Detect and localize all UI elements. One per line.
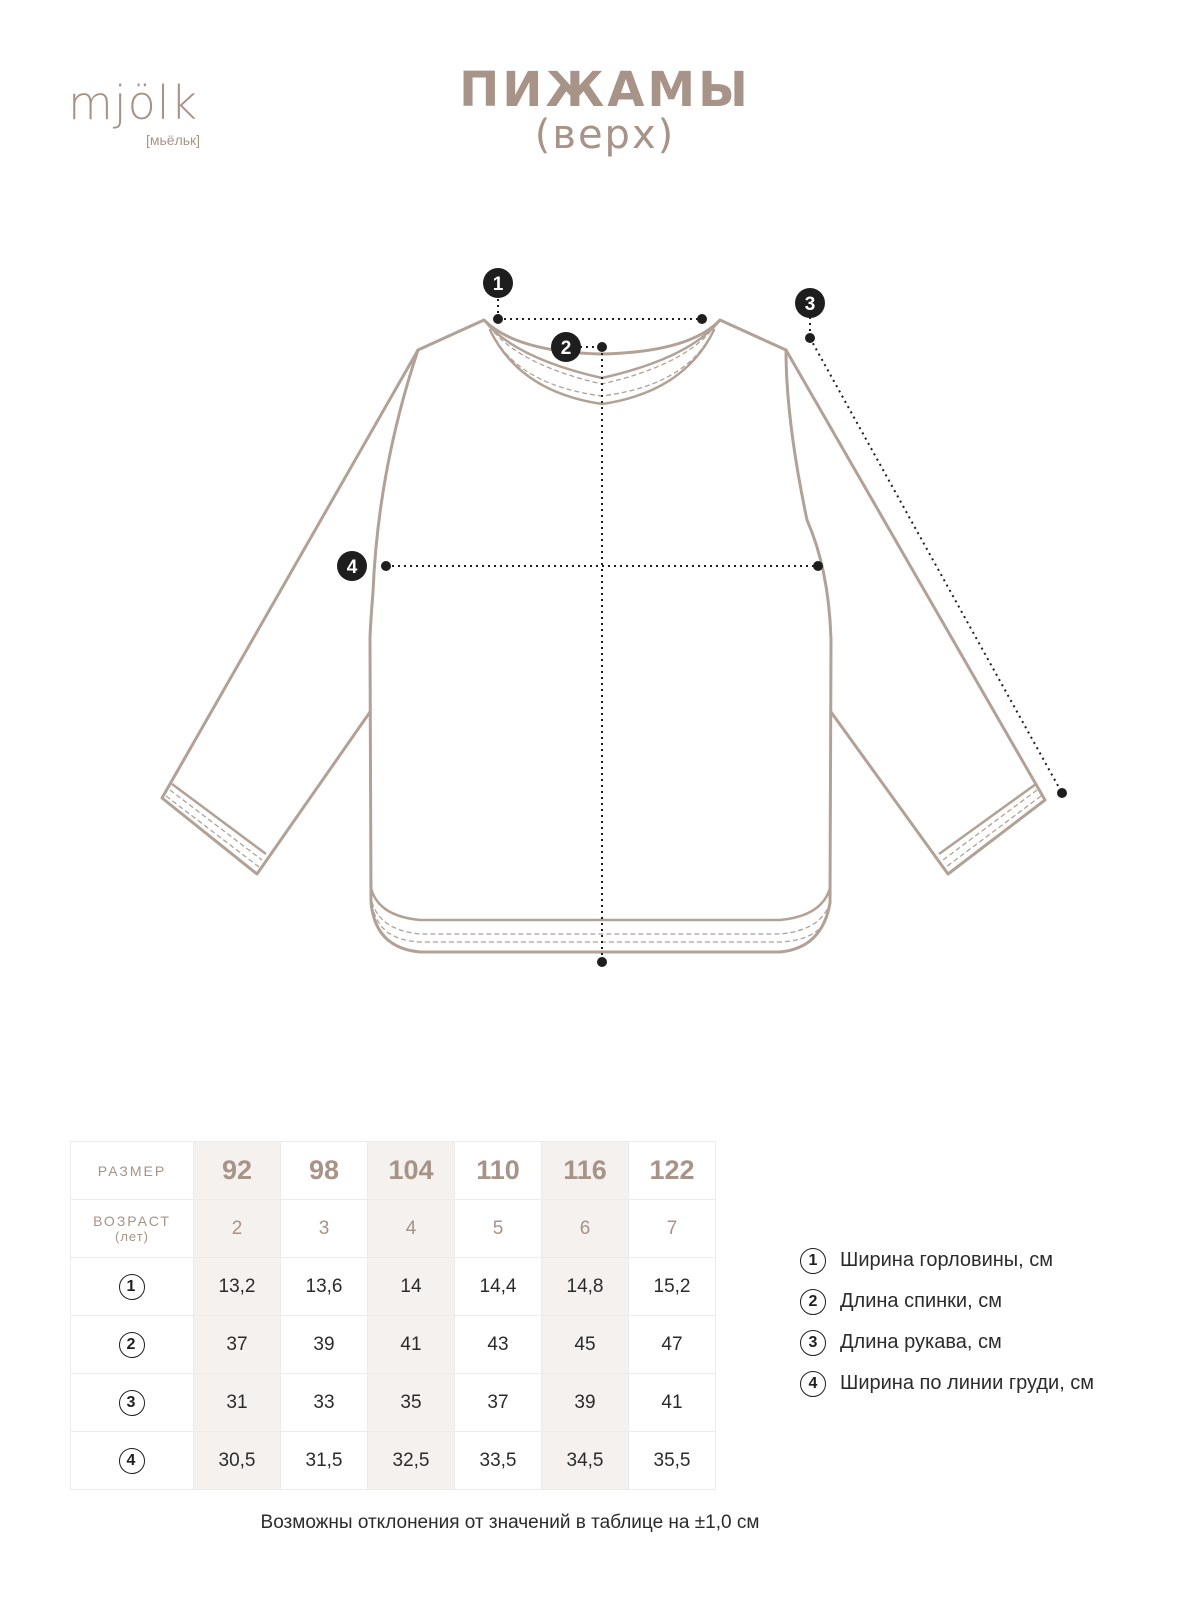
value-cell: 35 <box>368 1374 455 1432</box>
brand-pronunciation: [мьёльк] <box>146 132 201 148</box>
measurement-points <box>381 314 1067 967</box>
brand-logo <box>68 76 228 148</box>
value-cell: 14 <box>368 1258 455 1316</box>
value-cell: 30,5 <box>194 1432 281 1490</box>
legend-item <box>800 1240 1094 1281</box>
value-cell: 31,5 <box>281 1432 368 1490</box>
row-marker-cell <box>71 1374 194 1432</box>
sleeve-point-top <box>805 333 815 343</box>
value-cell: 39 <box>281 1316 368 1374</box>
value-cell: 14,8 <box>542 1258 629 1316</box>
legend-item <box>800 1322 1094 1363</box>
value-cell: 14,4 <box>455 1258 542 1316</box>
page-title: ПИЖАМЫ <box>459 62 751 118</box>
legend-label: Ширина по линии груди, см <box>840 1372 1095 1394</box>
legend-marker-2: 2 <box>800 1289 826 1315</box>
value-cell: 32,5 <box>368 1432 455 1490</box>
size-cell: 116 <box>542 1142 629 1200</box>
legend-label: Длина рукава, см <box>840 1331 1002 1353</box>
marker-3 <box>795 288 825 318</box>
value-cell: 13,2 <box>194 1258 281 1316</box>
neck-point-right <box>697 314 707 324</box>
chest-point-left <box>381 561 391 571</box>
value-cell: 34,5 <box>542 1432 629 1490</box>
marker-2 <box>551 332 581 362</box>
age-header <box>71 1200 194 1258</box>
measurement-legend <box>800 1240 1094 1404</box>
marker-4 <box>337 551 367 581</box>
value-cell: 41 <box>368 1316 455 1374</box>
age-header-unit: (лет) <box>115 1229 149 1244</box>
row-marker-3: 3 <box>119 1390 145 1416</box>
value-cell: 47 <box>629 1316 716 1374</box>
legend-marker-1: 1 <box>800 1248 826 1274</box>
size-cell: 122 <box>629 1142 716 1200</box>
legend-item <box>800 1363 1094 1404</box>
marker-4-label: 4 <box>346 557 358 578</box>
back-point-bottom <box>597 957 607 967</box>
size-header: РАЗМЕР <box>71 1142 194 1200</box>
age-row <box>71 1200 716 1258</box>
value-cell: 45 <box>542 1316 629 1374</box>
marker-2-label: 2 <box>560 338 572 359</box>
age-cell: 7 <box>629 1200 716 1258</box>
row-marker-cell <box>71 1258 194 1316</box>
marker-1-label: 1 <box>492 274 504 295</box>
age-cell: 2 <box>194 1200 281 1258</box>
band-lines <box>172 784 1036 920</box>
value-cell: 13,6 <box>281 1258 368 1316</box>
back-point-top <box>597 342 607 352</box>
legend-marker-4: 4 <box>800 1371 826 1397</box>
measurement-row-2 <box>71 1316 716 1374</box>
value-cell: 15,2 <box>629 1258 716 1316</box>
row-marker-cell <box>71 1316 194 1374</box>
size-row <box>71 1142 716 1200</box>
chest-point-right <box>813 561 823 571</box>
row-marker-1: 1 <box>119 1274 145 1300</box>
value-cell: 35,5 <box>629 1432 716 1490</box>
tolerance-note: Возможны отклонения от значений в таблице на ±1,0 см <box>260 1512 760 1533</box>
page-subtitle: (верх) <box>534 112 676 158</box>
size-cell: 110 <box>455 1142 542 1200</box>
pajama-top-diagram <box>0 250 1200 970</box>
stitch-lines <box>166 332 1041 942</box>
row-marker-4: 4 <box>119 1448 145 1474</box>
value-cell: 37 <box>194 1316 281 1374</box>
marker-3-label: 3 <box>804 294 816 315</box>
legend-label: Ширина горловины, см <box>840 1249 1054 1271</box>
sleeve-length-line <box>810 338 1062 793</box>
row-marker-2: 2 <box>119 1332 145 1358</box>
sleeve-point-bottom <box>1057 788 1067 798</box>
size-table <box>70 1141 716 1490</box>
size-cell: 92 <box>194 1142 281 1200</box>
size-cell: 104 <box>368 1142 455 1200</box>
value-cell: 43 <box>455 1316 542 1374</box>
value-cell: 33 <box>281 1374 368 1432</box>
row-marker-cell <box>71 1432 194 1490</box>
age-header-label: ВОЗРАСТ <box>93 1213 171 1229</box>
age-cell: 4 <box>368 1200 455 1258</box>
value-cell: 31 <box>194 1374 281 1432</box>
size-cell: 98 <box>281 1142 368 1200</box>
shirt-outline <box>162 320 1045 952</box>
value-cell: 37 <box>455 1374 542 1432</box>
age-cell: 6 <box>542 1200 629 1258</box>
age-cell: 3 <box>281 1200 368 1258</box>
legend-label: Длина спинки, см <box>840 1290 1002 1312</box>
value-cell: 33,5 <box>455 1432 542 1490</box>
measurement-row-4 <box>71 1432 716 1490</box>
measurement-row-1 <box>71 1258 716 1316</box>
legend-item <box>800 1281 1094 1322</box>
measurement-row-3 <box>71 1374 716 1432</box>
age-cell: 5 <box>455 1200 542 1258</box>
value-cell: 39 <box>542 1374 629 1432</box>
legend-marker-3: 3 <box>800 1330 826 1356</box>
marker-1 <box>483 268 513 298</box>
value-cell: 41 <box>629 1374 716 1432</box>
neck-point-left <box>493 314 503 324</box>
brand-name: mjölk <box>68 76 199 130</box>
